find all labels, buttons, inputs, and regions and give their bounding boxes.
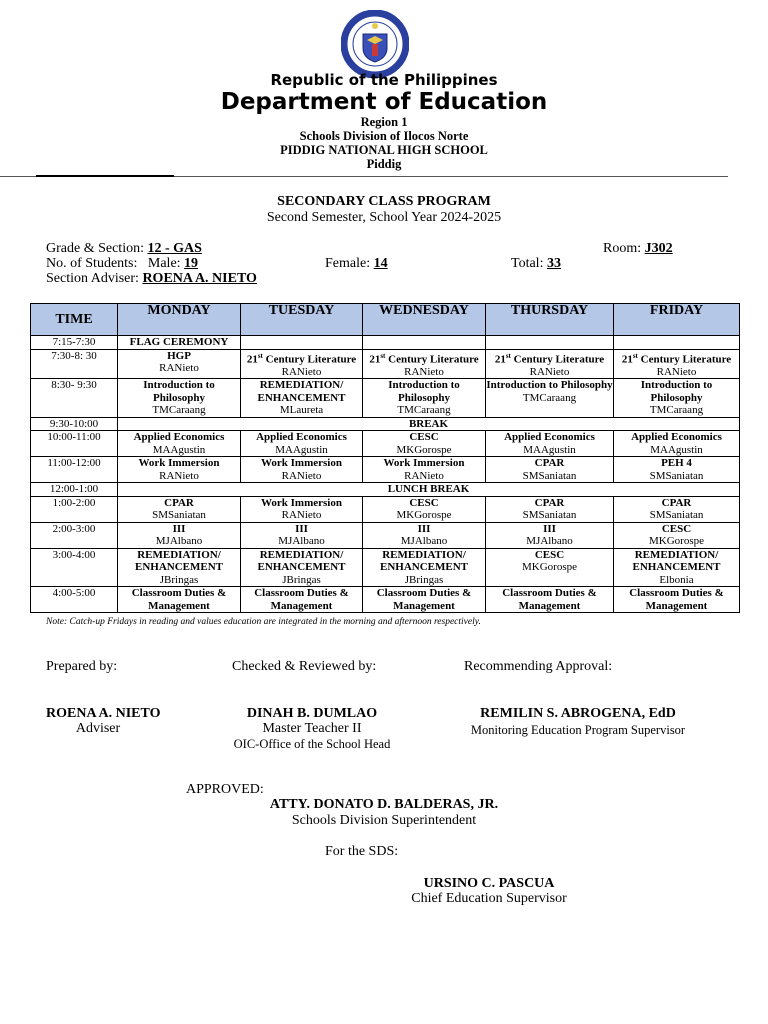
subject-cell [614,457,740,483]
teacher-name: RANieto [281,509,322,522]
time-cell: 7:30-8: 30 [31,349,118,379]
subject-cell [614,522,740,548]
sds-title: Chief Education Supervisor [411,891,567,906]
approved-title: Schools Division Superintendent [291,813,477,828]
subject-cell [486,587,614,613]
time-cell: 10:00-11:00 [31,431,118,457]
subject-cell [118,457,241,483]
subject-cell [118,522,241,548]
subject-cell [486,548,614,587]
teacher-name: SMSaniatan [522,509,577,522]
prepared-label: Prepared by: [46,659,118,674]
subject-name: HGP [167,349,191,362]
subject-name: Applied Economics [504,431,595,444]
header-thursday: THURSDAY [486,304,614,336]
subject-name: Classroom Duties & Management [131,587,227,612]
subject-cell [241,349,363,379]
division-line: Schools Division of Ilocos Norte [299,129,469,143]
subject-name: III [417,522,431,535]
break-label: BREAK [408,417,449,430]
schedule-body [31,336,740,613]
recommending-label: Recommending Approval: [464,659,613,674]
student-count [46,256,198,272]
subject-cell [363,522,486,548]
subject-name: CESC [409,496,439,509]
teacher-name: RANieto [281,365,322,378]
deped-seal [341,10,409,78]
subject-cell [118,587,241,613]
subject-cell [241,522,363,548]
schedule-row [31,548,740,587]
teacher-name: MLaureta [279,404,324,417]
subject-name: Classroom Duties & Management [629,587,724,612]
subject-cell [241,431,363,457]
subject-name: Applied Economics [631,431,722,444]
male-value: 19 [184,256,199,271]
class-schedule-table [30,303,740,613]
for-sds-label: For the SDS: [325,844,399,859]
subject-name: REMEDIATION/ ENHANCEMENT [379,548,468,574]
time-cell: 2:00-3:00 [31,522,118,548]
subject-cell [363,457,486,483]
subject-cell [118,379,241,418]
subject-name: Applied Economics [133,431,225,444]
subject-cell [363,336,486,350]
subject-name: Introduction to Philosophy [486,379,613,392]
schedule-row [31,379,740,418]
subject-name: Classroom Duties & Management [254,587,349,612]
teacher-name: JBringas [282,573,321,586]
header-wednesday: WEDNESDAY [363,304,486,336]
sds-name: URSINO C. PASCUA [423,876,555,891]
schedule-row [31,431,740,457]
male-label: Male: [147,256,181,271]
subject-name: REMEDIATION/ ENHANCEMENT [257,379,346,404]
subject-cell [118,496,241,522]
schedule-row [31,417,740,431]
total-count [511,256,561,272]
subject-cell [363,349,486,379]
grade-section [46,241,202,257]
subject-cell [614,496,740,522]
female-count [325,256,388,272]
time-cell: 9:30-10:00 [31,417,118,431]
adviser-label: Section Adviser: [46,271,139,286]
female-value: 14 [373,256,388,271]
schedule-row [31,496,740,522]
schedule-row [31,483,740,497]
subject-cell [241,548,363,587]
subject-cell [118,349,241,379]
break-cell [118,417,740,431]
subject-cell [363,587,486,613]
break-cell [118,483,740,497]
subject-cell [614,431,740,457]
subject-name: Classroom Duties & Management [502,587,597,612]
subject-name: Introduction to Philosophy [388,379,460,404]
time-cell: 12:00-1:00 [31,483,118,497]
teacher-name: MJAlbano [526,535,573,548]
time-cell: 3:00-4:00 [31,548,118,587]
teacher-name: MJAlbano [155,535,203,548]
checked-title: Master Teacher II [262,721,362,736]
time-cell: 8:30- 9:30 [31,379,118,418]
teacher-name: SMSaniatan [649,509,704,522]
teacher-name: MAAgustin [650,443,703,456]
schedule-row [31,457,740,483]
room-label: Room: [603,241,642,256]
time-cell: 4:00-5:00 [31,587,118,613]
teacher-name: Elbonia [659,573,694,586]
time-cell: 7:15-7:30 [31,336,118,350]
room-value: J302 [644,241,673,256]
subject-name: CPAR [534,457,565,470]
program-title: SECONDARY CLASS PROGRAM [277,194,491,209]
schedule-row [31,336,740,350]
subject-name: CESC [409,431,439,444]
prepared-name: ROENA A. NIETO [46,706,161,721]
subject-cell [118,336,241,350]
subject-cell [486,349,614,379]
subject-name: REMEDIATION/ ENHANCEMENT [257,548,346,574]
time-cell: 1:00-2:00 [31,496,118,522]
teacher-name: SMSaniatan [522,469,577,482]
subject-name: Introduction to Philosophy [640,379,713,404]
grade-label: Grade & Section: [46,241,144,256]
teacher-name: MAAgustin [152,443,206,456]
subject-cell [614,587,740,613]
subject-name: Work Immersion [261,496,342,509]
subject-cell [118,431,241,457]
subject-name: Work Immersion [261,457,342,470]
total-label: Total: [511,256,544,271]
subject-cell [241,587,363,613]
subject-cell [363,548,486,587]
checked-label: Checked & Reviewed by: [232,659,377,674]
subject-cell [486,379,614,418]
teacher-name: JBringas [404,573,444,586]
teacher-name: MKGorospe [649,535,704,548]
teacher-name: JBringas [159,573,199,586]
prepared-title: Adviser [75,721,121,736]
subject-cell [486,457,614,483]
subject-cell [363,379,486,418]
subject-cell [363,496,486,522]
recommending-title: Monitoring Education Program Supervisor [470,723,686,737]
subject-cell [614,349,740,379]
subject-cell [614,548,740,587]
teacher-name: RANieto [529,365,570,378]
teacher-name: TMCaraang [152,404,206,417]
recommending-name: REMILIN S. ABROGENA, EdD [480,706,676,721]
teacher-name: RANieto [159,469,199,482]
subject-name: 21st Century Literature [369,351,479,366]
teacher-name: RANieto [404,469,444,482]
teacher-name: MJAlbano [278,535,325,548]
total-value: 33 [546,256,561,271]
time-cell: 11:00-12:00 [31,457,118,483]
teacher-name: RANieto [159,362,199,374]
female-label: Female: [325,256,371,271]
schedule-header-row [31,304,740,336]
school-line: PIDDIG NATIONAL HIGH SCHOOL [280,143,488,157]
schedule-row [31,522,740,548]
teacher-name: TMCaraang [649,404,704,417]
section-adviser [46,271,257,287]
teacher-name: SMSaniatan [649,469,704,482]
subject-cell [486,496,614,522]
subject-name: REMEDIATION/ ENHANCEMENT [134,548,223,574]
subject-name: CPAR [661,496,692,509]
approved-label: APPROVED: [186,782,264,797]
header-divider-accent [36,175,174,177]
break-label: LUNCH BREAK [387,483,470,496]
students-label: No. of Students: [46,256,138,271]
subject-cell [241,496,363,522]
subject-name: Work Immersion [138,457,220,470]
grade-value: 12 - GAS [147,241,202,256]
teacher-name: MAAgustin [275,443,328,456]
region-line: Region 1 [360,115,408,129]
teacher-name: TMCaraang [522,391,577,404]
schedule-row [31,587,740,613]
subject-cell [486,522,614,548]
subject-name: 21st Century Literature [246,351,357,366]
subject-name: III [172,522,186,535]
teacher-name: MAAgustin [523,443,576,456]
checked-title-secondary: OIC-Office of the School Head [233,737,391,751]
teacher-name: SMSaniatan [152,509,206,522]
subject-name: Classroom Duties & Management [376,587,472,612]
subject-name: CPAR [534,496,565,509]
subject-name: Work Immersion [383,457,465,470]
subject-name: CESC [661,522,692,535]
schedule-row [31,349,740,379]
schedule-note: Note: Catch-up Fridays in reading and values education are integrated in the morning and afternoon respectively. [46,617,481,627]
subject-name: 21st Century Literature [621,351,732,366]
header-monday: MONDAY [118,304,241,336]
subject-name: Applied Economics [256,431,347,444]
header-tuesday: TUESDAY [241,304,363,336]
subject-name: 21st Century Literature [494,351,605,366]
teacher-name: MJAlbano [400,535,448,548]
town-line: Piddig [366,157,402,171]
subject-cell [486,336,614,350]
republic-heading: Republic of the Philippines [270,71,498,89]
subject-cell [363,431,486,457]
subject-name: III [295,522,308,535]
teacher-name: MKGorospe [396,443,452,456]
subject-cell [241,336,363,350]
header-friday: FRIDAY [614,304,740,336]
department-heading: Department of Education [220,89,548,115]
teacher-name: MKGorospe [396,509,452,522]
subject-cell [241,379,363,418]
subject-cell [118,548,241,587]
teacher-name: TMCaraang [397,404,451,417]
room [603,241,673,257]
subject-name: CESC [534,548,565,561]
subject-cell [241,457,363,483]
subject-cell [486,431,614,457]
subject-cell [614,379,740,418]
program-subtitle: Second Semester, School Year 2024-2025 [266,210,502,225]
checked-name: DINAH B. DUMLAO [246,706,378,721]
subject-name: CPAR [164,496,194,509]
teacher-name: RANieto [656,365,697,378]
subject-name: PEH 4 [661,457,692,470]
teacher-name: RANieto [404,365,444,378]
subject-name: Introduction to Philosophy [143,379,215,404]
subject-cell [614,336,740,350]
subject-name: III [543,522,556,535]
teacher-name: MKGorospe [522,561,577,574]
subject-name: FLAG CEREMONY [129,336,229,348]
teacher-name: RANieto [281,469,322,482]
adviser-value: ROENA A. NIETO [142,271,257,286]
approved-name: ATTY. DONATO D. BALDERAS, JR. [269,797,499,812]
header-time: TIME [31,304,118,336]
subject-name: REMEDIATION/ ENHANCEMENT [632,548,721,574]
